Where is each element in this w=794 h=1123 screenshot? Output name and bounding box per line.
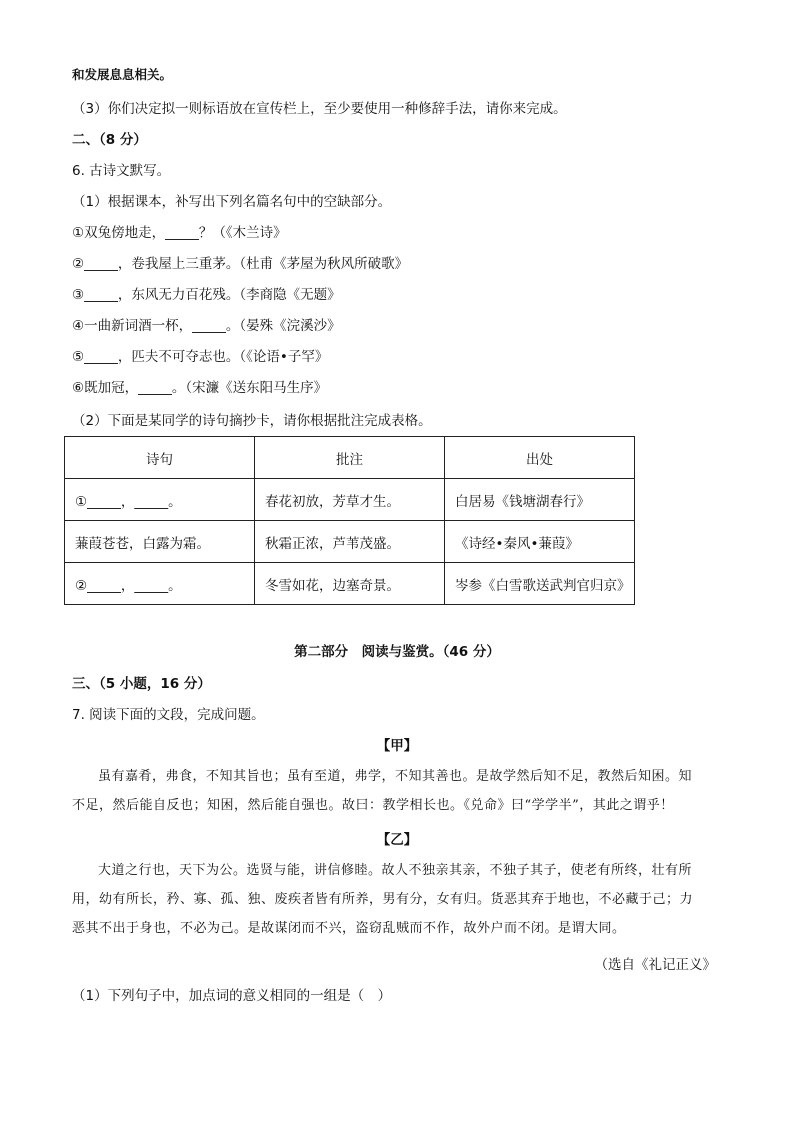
- table-cell: 岑参《白雪歌送武判官归京》: [445, 563, 635, 605]
- question-7: 7. 阅读下面的文段，完成问题。: [72, 707, 265, 723]
- passage-line: 恶其不出于身也，不必为己。是故谋闭而不兴，盗窃乱贼而不作，故外户而不闭。是谓大同。: [72, 921, 626, 936]
- section-2-title: 二、（8 分）: [72, 132, 147, 148]
- fill-item: ①双兔傍地走，_____？（《木兰诗》: [72, 225, 287, 241]
- table-cell: ①_____，_____。: [65, 479, 255, 521]
- fill-item: ③_____，东风无力百花残。（李商隐《无题》: [72, 287, 341, 303]
- carryover-text: 和发展息息相关。: [72, 67, 173, 82]
- table-cell: 《诗经•秦风•蒹葭》: [445, 521, 635, 563]
- question-6: 6. 古诗文默写。: [72, 163, 171, 179]
- table-header: 批注: [255, 437, 445, 479]
- table-row: [65, 479, 635, 521]
- table-header: 出处: [445, 437, 635, 479]
- table-cell: 蒹葭苍苍，白露为霜。: [65, 521, 255, 563]
- table-header: 诗句: [65, 437, 255, 479]
- fill-item: ②_____，卷我屋上三重茅。（杜甫《茅屋为秋风所破歌》: [72, 256, 409, 272]
- passage-line: 大道之行也，天下为公。选贤与能，讲信修睦。故人不独亲其亲，不独子其子，使老有所终，壮有所: [98, 863, 693, 878]
- table-header-row: [65, 437, 635, 479]
- passage-yi-label: 【乙】: [376, 832, 418, 848]
- fill-item: ④一曲新词酒一杯，_____。（晏殊《浣溪沙》: [72, 318, 341, 334]
- passage-line: 虽有嘉肴，弗食，不知其旨也；虽有至道，弗学，不知其善也。是故学然后知不足，教然后知困。知: [98, 769, 693, 784]
- passage-line: 用，幼有所长，矜、寡、孤、独、废疾者皆有所养，男有分，女有归。货恶其弃于地也，不必藏于己；力: [72, 892, 694, 907]
- passage-yi: [72, 856, 722, 943]
- table-cell: 冬雪如花，边塞奇景。: [255, 563, 445, 605]
- passage-jia: [72, 762, 722, 820]
- fill-item: ⑤_____，匹夫不可夺志也。（《论语•子罕》: [72, 349, 329, 365]
- table-cell: 春花初放，芳草才生。: [255, 479, 445, 521]
- question-6-2: （2）下面是某同学的诗句摘抄卡，请你根据批注完成表格。: [72, 413, 432, 429]
- passage-line: 不足，然后能自反也；知困，然后能自强也。故曰：教学相长也。《兑命》曰“学学半”，其此之谓乎！: [72, 798, 674, 813]
- table-cell: ②_____，_____。: [65, 563, 255, 605]
- table-row: [65, 521, 635, 563]
- question-7-1: （1）下列句子中，加点词的意义相同的一组是（ ）: [72, 988, 392, 1004]
- table-cell: 白居易《钱塘湖春行》: [445, 479, 635, 521]
- table-cell: 秋霜正浓，芦苇茂盛。: [255, 521, 445, 563]
- part-2-title: 第二部分 阅读与鉴赏。（46 分）: [294, 644, 500, 660]
- question-6-1: （1）根据课本，补写出下列名篇名句中的空缺部分。: [72, 194, 392, 210]
- fill-item: ⑥既加冠，_____。（宋濂《送东阳马生序》: [72, 380, 328, 396]
- question-5-3: （3）你们决定拟一则标语放在宣传栏上，至少要使用一种修辞手法，请你来完成。: [72, 101, 567, 117]
- poem-card-table: [64, 436, 635, 605]
- table-row: [65, 563, 635, 605]
- passage-source: （选自《礼记正义》: [594, 957, 716, 973]
- section-3-title: 三、（5 小题，16 分）: [72, 676, 211, 692]
- passage-jia-label: 【甲】: [376, 738, 418, 754]
